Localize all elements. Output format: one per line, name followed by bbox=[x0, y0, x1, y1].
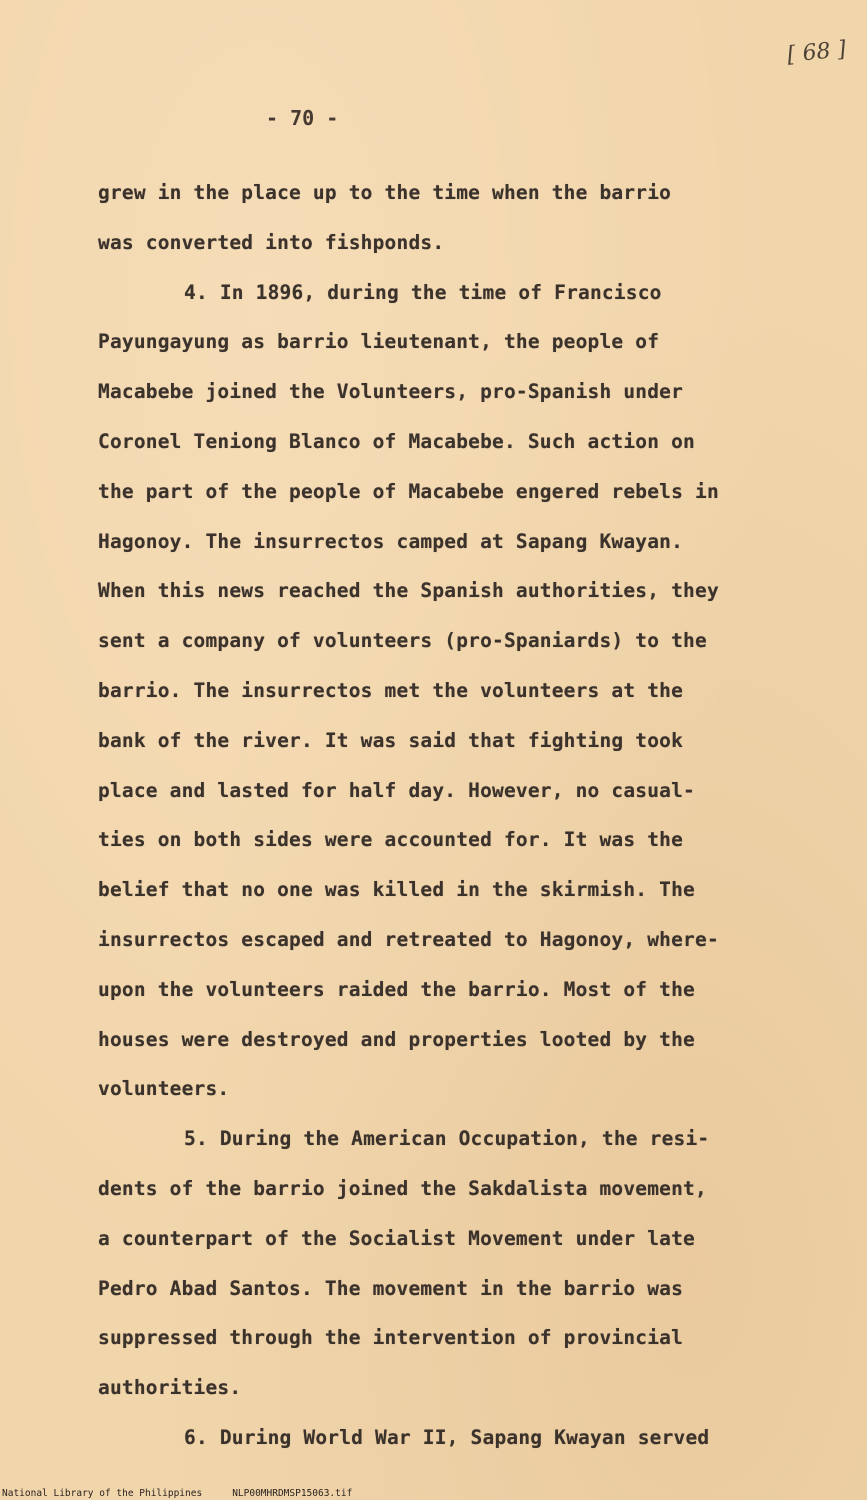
text-line: belief that no one was killed in the skirmish. The bbox=[98, 878, 695, 902]
page-number: - 70 - bbox=[266, 106, 339, 130]
text-line: upon the volunteers raided the barrio. Most of the bbox=[98, 977, 695, 1001]
text-line: barrio. The insurrectos met the volunteers at the bbox=[98, 678, 684, 702]
text-line: houses were destroyed and properties looted by the bbox=[98, 1027, 695, 1051]
text-line: Coronel Teniong Blanco of Macabebe. Such action on bbox=[98, 429, 695, 453]
text-line: grew in the place up to the time when the barrio bbox=[98, 181, 672, 204]
text-line: ties on both sides were accounted for. It was the bbox=[98, 828, 684, 852]
text-line: Payungayung as barrio lieutenant, the people of bbox=[98, 330, 660, 354]
text-line: was converted into fishponds. bbox=[98, 230, 445, 254]
text-line: When this news reached the Spanish authorities, they bbox=[98, 579, 719, 603]
library-name: National Library of the Philippines bbox=[2, 1488, 203, 1499]
text-line: Pedro Abad Santos. The movement in the barrio was bbox=[98, 1276, 684, 1300]
body-text bbox=[98, 180, 778, 1475]
text-line: place and lasted for half day. However, no casual- bbox=[98, 778, 695, 802]
scan-footer bbox=[2, 1488, 352, 1499]
file-id: NLP00MHRDMSP15063.tif bbox=[232, 1488, 353, 1499]
paragraph-5-start: 5. During the American Occupation, the resi- bbox=[184, 1127, 710, 1151]
text-line: bank of the river. It was said that fighting took bbox=[98, 728, 684, 752]
text-line: volunteers. bbox=[98, 1077, 230, 1101]
text-line: suppressed through the intervention of provincial bbox=[98, 1326, 684, 1350]
text-line: authorities. bbox=[98, 1376, 242, 1400]
text-line: dents of the barrio joined the Sakdalista movement, bbox=[98, 1176, 707, 1200]
handwritten-page-note: [ 68 ] bbox=[785, 36, 848, 69]
text-line: sent a company of volunteers (pro-Spaniards) to the bbox=[98, 629, 707, 653]
text-line: insurrectos escaped and retreated to Hagonoy, where- bbox=[98, 927, 719, 951]
text-line: the part of the people of Macabebe engered rebels in bbox=[98, 479, 719, 503]
paragraph-4-start: 4. In 1896, during the time of Francisco bbox=[184, 280, 662, 304]
text-line: a counterpart of the Socialist Movement under late bbox=[98, 1226, 695, 1250]
text-line: Hagonoy. The insurrectos camped at Sapang Kwayan. bbox=[98, 529, 684, 553]
paragraph-6-start: 6. During World War II, Sapang Kwayan served bbox=[184, 1425, 710, 1449]
text-line: Macabebe joined the Volunteers, pro-Spanish under bbox=[98, 380, 684, 404]
